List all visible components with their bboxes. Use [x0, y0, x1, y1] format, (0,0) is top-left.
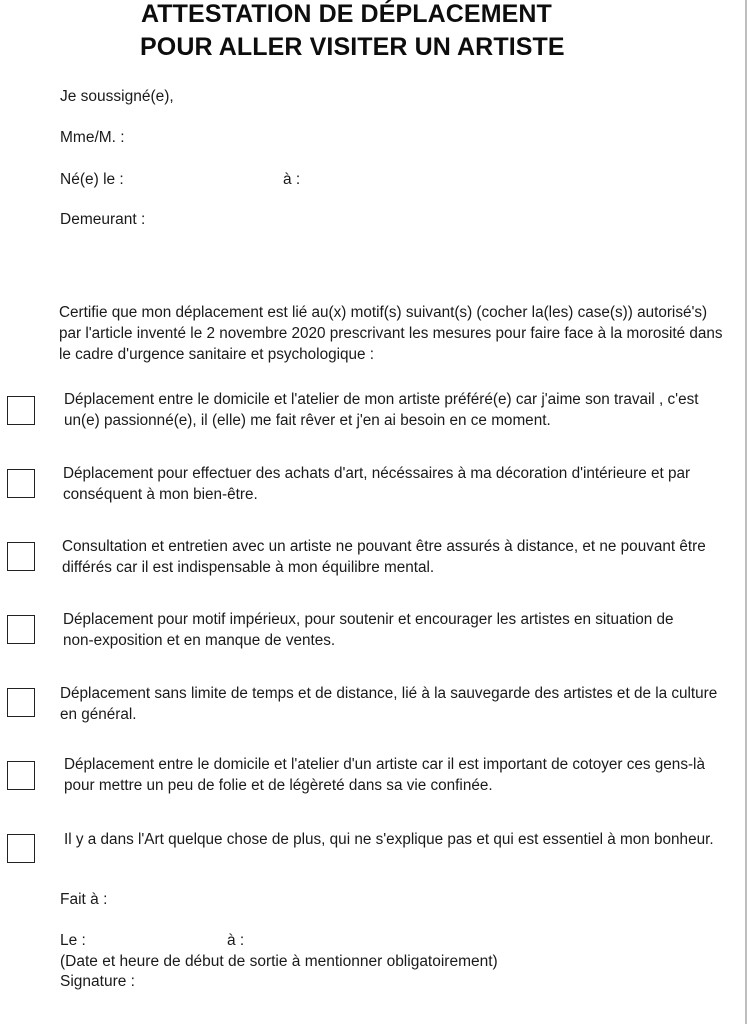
option-line: un(e) passionné(e), il (elle) me fait rêver et j'en ai besoin en ce moment.	[64, 412, 551, 429]
option-line: pour mettre un peu de folie et de légèreté dans sa vie confinée.	[64, 777, 493, 794]
certify-line: Certifie que mon déplacement est lié au(x) motif(s) suivant(s) (cocher la(les) case(s)) autorisé's)	[59, 304, 708, 321]
option-line: Déplacement pour motif impérieux, pour soutenir et encourager les artistes en situation de	[63, 611, 674, 628]
option-5-checkbox[interactable]	[7, 688, 35, 717]
option-1-text	[64, 389, 699, 431]
option-3-text	[62, 536, 706, 578]
option-line: Déplacement entre le domicile et l'atelier d'un artiste car il est important de cotoyer ces gens-là	[64, 756, 705, 773]
birth-place-label: à :	[283, 171, 301, 188]
intro-text: Je soussigné(e),	[60, 88, 174, 105]
option-2-text	[63, 463, 690, 505]
certify-paragraph	[59, 302, 723, 365]
option-line: Déplacement pour effectuer des achats d'art, nécéssaires à ma décoration d'intérieure et par	[63, 465, 691, 482]
option-line: non-exposition et en manque de ventes.	[63, 632, 336, 649]
option-line: Il y a dans l'Art quelque chose de plus, qui ne s'explique pas et qui est essentiel à mon bonheur.	[64, 831, 714, 848]
date-time-note: (Date et heure de début de sortie à mentionner obligatoirement)	[60, 953, 498, 970]
option-2-checkbox[interactable]	[7, 469, 35, 498]
birth-date-label: Né(e) le :	[60, 171, 124, 188]
option-5-text	[60, 683, 717, 725]
option-line: en général.	[60, 706, 137, 723]
name-field-label: Mme/M. :	[60, 129, 125, 146]
option-6-checkbox[interactable]	[7, 761, 35, 790]
option-6-text	[64, 754, 705, 796]
made-at-label: Fait à :	[60, 891, 108, 908]
option-1-checkbox[interactable]	[7, 396, 35, 425]
certify-line: le cadre d'urgence sanitaire et psychologique :	[59, 346, 375, 363]
option-line: conséquent à mon bien-être.	[63, 486, 258, 503]
date-label: Le :	[60, 932, 86, 949]
option-7-checkbox[interactable]	[7, 834, 35, 863]
title-line-2: POUR ALLER VISITER UN ARTISTE	[140, 33, 565, 61]
time-label: à :	[227, 932, 245, 949]
option-3-checkbox[interactable]	[7, 542, 35, 571]
option-4-checkbox[interactable]	[7, 615, 35, 644]
option-7-text	[64, 829, 714, 850]
title-line-1: ATTESTATION DE DÉPLACEMENT	[141, 0, 552, 28]
certify-line: par l'article inventé le 2 novembre 2020 prescrivant les mesures pour faire face à la morosité dans	[59, 325, 723, 342]
option-line: différés car il est indispensable à mon équilibre mental.	[62, 559, 435, 576]
option-line: Consultation et entretien avec un artiste ne pouvant être assurés à distance, et ne pouvant être	[62, 538, 706, 555]
option-4-text	[63, 609, 674, 651]
option-line: Déplacement sans limite de temps et de distance, lié à la sauvegarde des artistes et de la culture	[60, 685, 718, 702]
option-line: Déplacement entre le domicile et l'atelier de mon artiste préféré(e) car j'aime son travail , c'est	[64, 391, 699, 408]
address-label: Demeurant :	[60, 211, 146, 228]
signature-label: Signature :	[60, 973, 135, 990]
